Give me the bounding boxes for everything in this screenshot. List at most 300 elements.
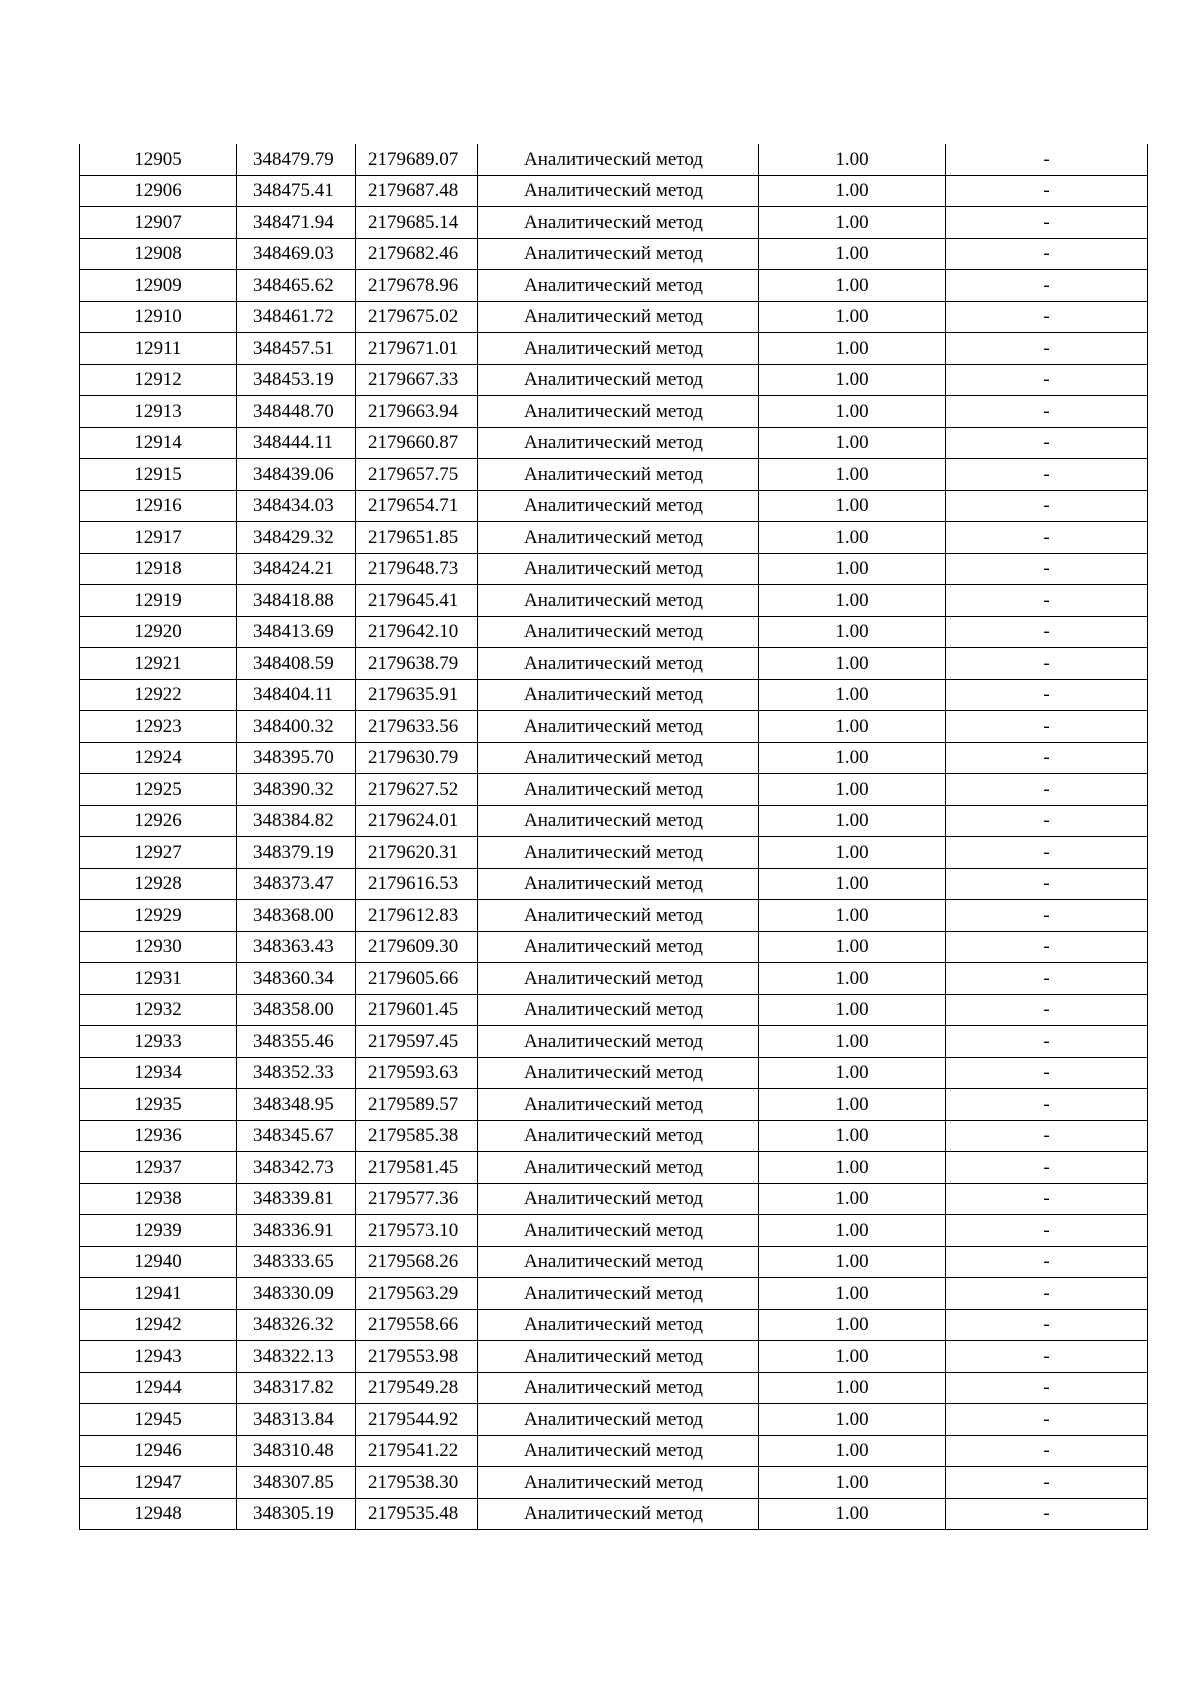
x-coordinate-cell: 348330.09: [237, 1278, 356, 1310]
y-coordinate-cell: 2179581.45: [356, 1152, 478, 1184]
x-coordinate-cell: 348368.00: [237, 900, 356, 932]
table-row: [80, 522, 1148, 554]
point-number-cell: 12936: [80, 1120, 237, 1152]
y-coordinate-cell: 2179671.01: [356, 333, 478, 365]
x-coordinate-cell: 348310.48: [237, 1435, 356, 1467]
accuracy-cell: 1.00: [759, 522, 946, 554]
y-coordinate-cell: 2179638.79: [356, 648, 478, 680]
x-coordinate-cell: 348358.00: [237, 994, 356, 1026]
method-cell: Аналитический метод: [478, 1467, 759, 1499]
note-cell: -: [946, 427, 1148, 459]
method-cell: Аналитический метод: [478, 553, 759, 585]
method-cell: Аналитический метод: [478, 301, 759, 333]
point-number-cell: 12913: [80, 396, 237, 428]
x-coordinate-cell: 348453.19: [237, 364, 356, 396]
table-row: [80, 427, 1148, 459]
table-row: [80, 1498, 1148, 1530]
x-coordinate-cell: 348471.94: [237, 207, 356, 239]
point-number-cell: 12944: [80, 1372, 237, 1404]
point-number-cell: 12933: [80, 1026, 237, 1058]
y-coordinate-cell: 2179648.73: [356, 553, 478, 585]
accuracy-cell: 1.00: [759, 1215, 946, 1247]
x-coordinate-cell: 348465.62: [237, 270, 356, 302]
table-row: [80, 616, 1148, 648]
y-coordinate-cell: 2179541.22: [356, 1435, 478, 1467]
note-cell: -: [946, 1372, 1148, 1404]
y-coordinate-cell: 2179612.83: [356, 900, 478, 932]
point-number-cell: 12945: [80, 1404, 237, 1436]
x-coordinate-cell: 348479.79: [237, 144, 356, 175]
note-cell: -: [946, 1435, 1148, 1467]
method-cell: Аналитический метод: [478, 963, 759, 995]
x-coordinate-cell: 348418.88: [237, 585, 356, 617]
method-cell: Аналитический метод: [478, 333, 759, 365]
y-coordinate-cell: 2179538.30: [356, 1467, 478, 1499]
point-number-cell: 12943: [80, 1341, 237, 1373]
point-number-cell: 12940: [80, 1246, 237, 1278]
x-coordinate-cell: 348345.67: [237, 1120, 356, 1152]
x-coordinate-cell: 348429.32: [237, 522, 356, 554]
accuracy-cell: 1.00: [759, 270, 946, 302]
y-coordinate-cell: 2179682.46: [356, 238, 478, 270]
accuracy-cell: 1.00: [759, 238, 946, 270]
method-cell: Аналитический метод: [478, 490, 759, 522]
note-cell: -: [946, 1120, 1148, 1152]
note-cell: -: [946, 774, 1148, 806]
table-row: [80, 301, 1148, 333]
point-number-cell: 12916: [80, 490, 237, 522]
point-number-cell: 12907: [80, 207, 237, 239]
table-row: [80, 1152, 1148, 1184]
note-cell: -: [946, 207, 1148, 239]
x-coordinate-cell: 348424.21: [237, 553, 356, 585]
x-coordinate-cell: 348322.13: [237, 1341, 356, 1373]
x-coordinate-cell: 348390.32: [237, 774, 356, 806]
point-number-cell: 12939: [80, 1215, 237, 1247]
method-cell: Аналитический метод: [478, 805, 759, 837]
x-coordinate-cell: 348336.91: [237, 1215, 356, 1247]
x-coordinate-cell: 348439.06: [237, 459, 356, 491]
accuracy-cell: 1.00: [759, 396, 946, 428]
y-coordinate-cell: 2179660.87: [356, 427, 478, 459]
accuracy-cell: 1.00: [759, 1372, 946, 1404]
method-cell: Аналитический метод: [478, 1183, 759, 1215]
x-coordinate-cell: 348448.70: [237, 396, 356, 428]
point-number-cell: 12905: [80, 144, 237, 175]
accuracy-cell: 1.00: [759, 648, 946, 680]
note-cell: -: [946, 1246, 1148, 1278]
method-cell: Аналитический метод: [478, 1089, 759, 1121]
note-cell: -: [946, 175, 1148, 207]
method-cell: Аналитический метод: [478, 1215, 759, 1247]
table-row: [80, 1435, 1148, 1467]
point-number-cell: 12911: [80, 333, 237, 365]
note-cell: -: [946, 459, 1148, 491]
accuracy-cell: 1.00: [759, 553, 946, 585]
method-cell: Аналитический метод: [478, 585, 759, 617]
table-row: [80, 742, 1148, 774]
table-row: [80, 1372, 1148, 1404]
x-coordinate-cell: 348326.32: [237, 1309, 356, 1341]
table-row: [80, 1026, 1148, 1058]
accuracy-cell: 1.00: [759, 1246, 946, 1278]
accuracy-cell: 1.00: [759, 427, 946, 459]
table-row: [80, 1057, 1148, 1089]
accuracy-cell: 1.00: [759, 994, 946, 1026]
note-cell: -: [946, 553, 1148, 585]
x-coordinate-cell: 348434.03: [237, 490, 356, 522]
accuracy-cell: 1.00: [759, 900, 946, 932]
note-cell: -: [946, 648, 1148, 680]
point-number-cell: 12914: [80, 427, 237, 459]
method-cell: Аналитический метод: [478, 1026, 759, 1058]
note-cell: -: [946, 585, 1148, 617]
note-cell: -: [946, 1309, 1148, 1341]
y-coordinate-cell: 2179642.10: [356, 616, 478, 648]
table-row: [80, 1467, 1148, 1499]
x-coordinate-cell: 348457.51: [237, 333, 356, 365]
y-coordinate-cell: 2179605.66: [356, 963, 478, 995]
table-row: [80, 1183, 1148, 1215]
accuracy-cell: 1.00: [759, 1498, 946, 1530]
note-cell: -: [946, 931, 1148, 963]
table-row: [80, 144, 1148, 175]
note-cell: -: [946, 1278, 1148, 1310]
y-coordinate-cell: 2179577.36: [356, 1183, 478, 1215]
y-coordinate-cell: 2179601.45: [356, 994, 478, 1026]
method-cell: Аналитический метод: [478, 1057, 759, 1089]
y-coordinate-cell: 2179573.10: [356, 1215, 478, 1247]
note-cell: -: [946, 1341, 1148, 1373]
x-coordinate-cell: 348379.19: [237, 837, 356, 869]
x-coordinate-cell: 348317.82: [237, 1372, 356, 1404]
point-number-cell: 12906: [80, 175, 237, 207]
table-row: [80, 1278, 1148, 1310]
method-cell: Аналитический метод: [478, 616, 759, 648]
table-row: [80, 207, 1148, 239]
table-row: [80, 774, 1148, 806]
point-number-cell: 12934: [80, 1057, 237, 1089]
method-cell: Аналитический метод: [478, 207, 759, 239]
table-row: [80, 1120, 1148, 1152]
accuracy-cell: 1.00: [759, 175, 946, 207]
y-coordinate-cell: 2179675.02: [356, 301, 478, 333]
method-cell: Аналитический метод: [478, 648, 759, 680]
accuracy-cell: 1.00: [759, 144, 946, 175]
x-coordinate-cell: 348313.84: [237, 1404, 356, 1436]
accuracy-cell: 1.00: [759, 1467, 946, 1499]
accuracy-cell: 1.00: [759, 459, 946, 491]
point-number-cell: 12946: [80, 1435, 237, 1467]
point-number-cell: 12919: [80, 585, 237, 617]
point-number-cell: 12923: [80, 711, 237, 743]
y-coordinate-cell: 2179678.96: [356, 270, 478, 302]
note-cell: -: [946, 868, 1148, 900]
accuracy-cell: 1.00: [759, 711, 946, 743]
method-cell: Аналитический метод: [478, 459, 759, 491]
note-cell: -: [946, 490, 1148, 522]
method-cell: Аналитический метод: [478, 742, 759, 774]
method-cell: Аналитический метод: [478, 144, 759, 175]
note-cell: -: [946, 837, 1148, 869]
point-number-cell: 12917: [80, 522, 237, 554]
y-coordinate-cell: 2179535.48: [356, 1498, 478, 1530]
accuracy-cell: 1.00: [759, 1309, 946, 1341]
method-cell: Аналитический метод: [478, 994, 759, 1026]
accuracy-cell: 1.00: [759, 616, 946, 648]
y-coordinate-cell: 2179553.98: [356, 1341, 478, 1373]
accuracy-cell: 1.00: [759, 868, 946, 900]
table-row: [80, 931, 1148, 963]
point-number-cell: 12931: [80, 963, 237, 995]
y-coordinate-cell: 2179624.01: [356, 805, 478, 837]
point-number-cell: 12929: [80, 900, 237, 932]
note-cell: -: [946, 711, 1148, 743]
method-cell: Аналитический метод: [478, 396, 759, 428]
table-row: [80, 396, 1148, 428]
method-cell: Аналитический метод: [478, 900, 759, 932]
y-coordinate-cell: 2179687.48: [356, 175, 478, 207]
y-coordinate-cell: 2179689.07: [356, 144, 478, 175]
accuracy-cell: 1.00: [759, 301, 946, 333]
point-number-cell: 12927: [80, 837, 237, 869]
accuracy-cell: 1.00: [759, 585, 946, 617]
x-coordinate-cell: 348400.32: [237, 711, 356, 743]
note-cell: -: [946, 616, 1148, 648]
table-row: [80, 175, 1148, 207]
method-cell: Аналитический метод: [478, 427, 759, 459]
point-number-cell: 12925: [80, 774, 237, 806]
accuracy-cell: 1.00: [759, 931, 946, 963]
x-coordinate-cell: 348373.47: [237, 868, 356, 900]
method-cell: Аналитический метод: [478, 1309, 759, 1341]
point-number-cell: 12920: [80, 616, 237, 648]
y-coordinate-cell: 2179645.41: [356, 585, 478, 617]
point-number-cell: 12938: [80, 1183, 237, 1215]
point-number-cell: 12910: [80, 301, 237, 333]
y-coordinate-cell: 2179563.29: [356, 1278, 478, 1310]
method-cell: Аналитический метод: [478, 1341, 759, 1373]
accuracy-cell: 1.00: [759, 1278, 946, 1310]
note-cell: -: [946, 1467, 1148, 1499]
table-row: [80, 805, 1148, 837]
point-number-cell: 12942: [80, 1309, 237, 1341]
x-coordinate-cell: 348444.11: [237, 427, 356, 459]
y-coordinate-cell: 2179568.26: [356, 1246, 478, 1278]
method-cell: Аналитический метод: [478, 522, 759, 554]
x-coordinate-cell: 348461.72: [237, 301, 356, 333]
table-row: [80, 585, 1148, 617]
coordinates-table-body: [80, 144, 1148, 1530]
method-cell: Аналитический метод: [478, 1246, 759, 1278]
accuracy-cell: 1.00: [759, 805, 946, 837]
method-cell: Аналитический метод: [478, 1404, 759, 1436]
method-cell: Аналитический метод: [478, 270, 759, 302]
table-row: [80, 1309, 1148, 1341]
note-cell: -: [946, 994, 1148, 1026]
coordinates-table: [79, 144, 1148, 1530]
note-cell: -: [946, 742, 1148, 774]
method-cell: Аналитический метод: [478, 679, 759, 711]
method-cell: Аналитический метод: [478, 175, 759, 207]
x-coordinate-cell: 348413.69: [237, 616, 356, 648]
y-coordinate-cell: 2179558.66: [356, 1309, 478, 1341]
table-row: [80, 333, 1148, 365]
y-coordinate-cell: 2179630.79: [356, 742, 478, 774]
note-cell: -: [946, 1498, 1148, 1530]
table-row: [80, 711, 1148, 743]
point-number-cell: 12908: [80, 238, 237, 270]
point-number-cell: 12924: [80, 742, 237, 774]
accuracy-cell: 1.00: [759, 207, 946, 239]
note-cell: -: [946, 1057, 1148, 1089]
point-number-cell: 12926: [80, 805, 237, 837]
accuracy-cell: 1.00: [759, 1057, 946, 1089]
accuracy-cell: 1.00: [759, 774, 946, 806]
x-coordinate-cell: 348342.73: [237, 1152, 356, 1184]
method-cell: Аналитический метод: [478, 1120, 759, 1152]
point-number-cell: 12947: [80, 1467, 237, 1499]
table-row: [80, 900, 1148, 932]
accuracy-cell: 1.00: [759, 490, 946, 522]
method-cell: Аналитический метод: [478, 931, 759, 963]
accuracy-cell: 1.00: [759, 963, 946, 995]
table-row: [80, 648, 1148, 680]
table-row: [80, 459, 1148, 491]
method-cell: Аналитический метод: [478, 774, 759, 806]
method-cell: Аналитический метод: [478, 868, 759, 900]
x-coordinate-cell: 348348.95: [237, 1089, 356, 1121]
accuracy-cell: 1.00: [759, 837, 946, 869]
table-row: [80, 490, 1148, 522]
accuracy-cell: 1.00: [759, 679, 946, 711]
accuracy-cell: 1.00: [759, 1183, 946, 1215]
accuracy-cell: 1.00: [759, 1152, 946, 1184]
y-coordinate-cell: 2179585.38: [356, 1120, 478, 1152]
note-cell: -: [946, 333, 1148, 365]
accuracy-cell: 1.00: [759, 1341, 946, 1373]
y-coordinate-cell: 2179667.33: [356, 364, 478, 396]
x-coordinate-cell: 348475.41: [237, 175, 356, 207]
y-coordinate-cell: 2179685.14: [356, 207, 478, 239]
point-number-cell: 12930: [80, 931, 237, 963]
y-coordinate-cell: 2179657.75: [356, 459, 478, 491]
table-row: [80, 1246, 1148, 1278]
y-coordinate-cell: 2179654.71: [356, 490, 478, 522]
note-cell: -: [946, 144, 1148, 175]
method-cell: Аналитический метод: [478, 711, 759, 743]
x-coordinate-cell: 348339.81: [237, 1183, 356, 1215]
y-coordinate-cell: 2179589.57: [356, 1089, 478, 1121]
accuracy-cell: 1.00: [759, 1120, 946, 1152]
point-number-cell: 12948: [80, 1498, 237, 1530]
note-cell: -: [946, 679, 1148, 711]
accuracy-cell: 1.00: [759, 1026, 946, 1058]
note-cell: -: [946, 963, 1148, 995]
method-cell: Аналитический метод: [478, 1152, 759, 1184]
note-cell: -: [946, 1026, 1148, 1058]
table-row: [80, 679, 1148, 711]
point-number-cell: 12935: [80, 1089, 237, 1121]
accuracy-cell: 1.00: [759, 1089, 946, 1121]
table-row: [80, 963, 1148, 995]
note-cell: -: [946, 1183, 1148, 1215]
table-row: [80, 238, 1148, 270]
method-cell: Аналитический метод: [478, 364, 759, 396]
note-cell: -: [946, 522, 1148, 554]
table-row: [80, 1089, 1148, 1121]
accuracy-cell: 1.00: [759, 364, 946, 396]
table-row: [80, 364, 1148, 396]
note-cell: -: [946, 805, 1148, 837]
note-cell: -: [946, 1404, 1148, 1436]
y-coordinate-cell: 2179651.85: [356, 522, 478, 554]
x-coordinate-cell: 348333.65: [237, 1246, 356, 1278]
note-cell: -: [946, 900, 1148, 932]
accuracy-cell: 1.00: [759, 742, 946, 774]
point-number-cell: 12918: [80, 553, 237, 585]
x-coordinate-cell: 348307.85: [237, 1467, 356, 1499]
method-cell: Аналитический метод: [478, 1278, 759, 1310]
y-coordinate-cell: 2179663.94: [356, 396, 478, 428]
x-coordinate-cell: 348384.82: [237, 805, 356, 837]
accuracy-cell: 1.00: [759, 1435, 946, 1467]
point-number-cell: 12909: [80, 270, 237, 302]
point-number-cell: 12932: [80, 994, 237, 1026]
x-coordinate-cell: 348355.46: [237, 1026, 356, 1058]
note-cell: -: [946, 1089, 1148, 1121]
y-coordinate-cell: 2179633.56: [356, 711, 478, 743]
point-number-cell: 12915: [80, 459, 237, 491]
x-coordinate-cell: 348395.70: [237, 742, 356, 774]
method-cell: Аналитический метод: [478, 238, 759, 270]
accuracy-cell: 1.00: [759, 1404, 946, 1436]
y-coordinate-cell: 2179627.52: [356, 774, 478, 806]
note-cell: -: [946, 1215, 1148, 1247]
point-number-cell: 12928: [80, 868, 237, 900]
x-coordinate-cell: 348305.19: [237, 1498, 356, 1530]
table-row: [80, 1404, 1148, 1436]
y-coordinate-cell: 2179593.63: [356, 1057, 478, 1089]
x-coordinate-cell: 348363.43: [237, 931, 356, 963]
x-coordinate-cell: 348360.34: [237, 963, 356, 995]
table-row: [80, 868, 1148, 900]
note-cell: -: [946, 364, 1148, 396]
y-coordinate-cell: 2179549.28: [356, 1372, 478, 1404]
point-number-cell: 12912: [80, 364, 237, 396]
note-cell: -: [946, 301, 1148, 333]
note-cell: -: [946, 270, 1148, 302]
note-cell: -: [946, 396, 1148, 428]
y-coordinate-cell: 2179609.30: [356, 931, 478, 963]
x-coordinate-cell: 348404.11: [237, 679, 356, 711]
x-coordinate-cell: 348352.33: [237, 1057, 356, 1089]
point-number-cell: 12921: [80, 648, 237, 680]
x-coordinate-cell: 348469.03: [237, 238, 356, 270]
point-number-cell: 12937: [80, 1152, 237, 1184]
x-coordinate-cell: 348408.59: [237, 648, 356, 680]
y-coordinate-cell: 2179635.91: [356, 679, 478, 711]
method-cell: Аналитический метод: [478, 1435, 759, 1467]
method-cell: Аналитический метод: [478, 1372, 759, 1404]
y-coordinate-cell: 2179544.92: [356, 1404, 478, 1436]
table-row: [80, 1215, 1148, 1247]
table-row: [80, 994, 1148, 1026]
point-number-cell: 12941: [80, 1278, 237, 1310]
y-coordinate-cell: 2179597.45: [356, 1026, 478, 1058]
point-number-cell: 12922: [80, 679, 237, 711]
accuracy-cell: 1.00: [759, 333, 946, 365]
